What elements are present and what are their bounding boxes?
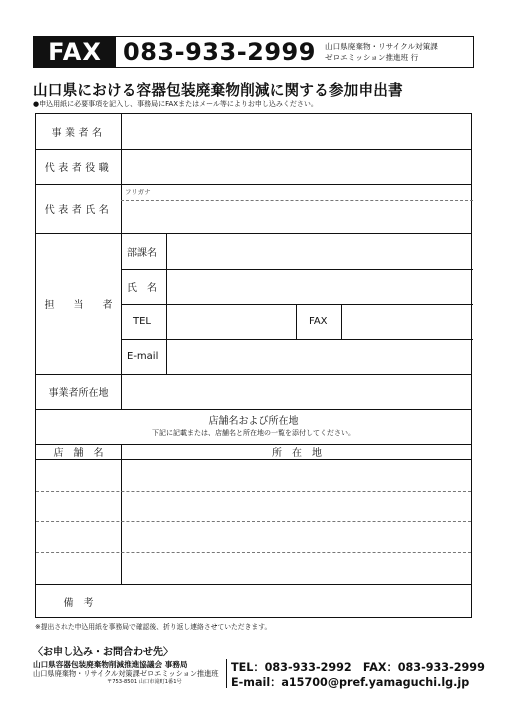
- recipient-dept-line1: 山口県廃棄物・リサイクル対策課: [325, 42, 438, 51]
- application-form: [35, 113, 472, 618]
- business-address-field[interactable]: [122, 375, 472, 408]
- organization-address: 〒753-8501 山口市滝町1番1号: [107, 679, 182, 685]
- tel-field[interactable]: [167, 305, 295, 338]
- email-field[interactable]: [167, 340, 472, 373]
- department-field[interactable]: [167, 234, 472, 268]
- representative-title-label: 代表者役職: [44, 163, 113, 174]
- organization-info: [33, 660, 223, 687]
- recipient-dept-line2: ゼロエミッション推進班 行: [325, 53, 419, 62]
- contact-tel-fax: TEL：083-933-2992 FAX：083-933-2999: [231, 661, 485, 674]
- stores-heading: 店舗名および所在地: [208, 416, 299, 427]
- remarks-field[interactable]: [122, 585, 472, 618]
- fax-label: FAX: [34, 37, 116, 67]
- contact-heading: 〈お申し込み・お問合わせ先〉: [33, 647, 173, 658]
- organization-dept: 山口県廃棄物・リサイクル対策課ゼロエミッション推進班: [33, 669, 219, 678]
- business-name-label: 事業者名: [51, 128, 106, 139]
- fax-number: 083-933-2999: [123, 38, 316, 66]
- business-address-label: 事業者所在地: [48, 388, 109, 399]
- representative-title-field[interactable]: [122, 150, 472, 183]
- fax-field-label: FAX: [309, 316, 328, 327]
- representative-name-label: 代表者氏名: [44, 205, 113, 216]
- page-title: 山口県における容器包装廃棄物削減に関する参加申出書: [33, 82, 403, 99]
- fax-field[interactable]: [342, 305, 472, 338]
- stores-list-area[interactable]: [37, 460, 473, 583]
- stores-subheading: 下記に記載または、店舗名と所在地の一覧を添付してください。: [152, 429, 355, 437]
- business-name-field[interactable]: [122, 115, 472, 148]
- recipient-dept: [323, 37, 473, 67]
- contact-person-label: 担当者: [44, 300, 132, 311]
- fax-header: [33, 36, 474, 68]
- person-name-field[interactable]: [167, 270, 472, 303]
- representative-name-field[interactable]: [122, 201, 472, 232]
- footer-divider: [226, 659, 227, 688]
- submission-remark: ※提出された申込用紙を事務局で確認後、折り返し連絡させていただきます。: [35, 623, 272, 631]
- organization-name: 山口県容器包装廃棄物削減推進協議会 事務局: [33, 660, 188, 669]
- store-address-header: 所 在 地: [272, 448, 322, 459]
- email-label: E-mail: [127, 351, 159, 362]
- instruction-note: ●申込用紙に必要事項を記入し、事務局にFAXまたはメール等によりお申し込みください。: [33, 100, 318, 108]
- contact-email[interactable]: E-mail：a15700@pref.yamaguchi.lg.jp: [231, 676, 470, 689]
- remarks-label: 備 考: [63, 598, 94, 609]
- tel-label: TEL: [133, 316, 151, 327]
- furigana-label: フリガナ: [125, 188, 151, 196]
- department-label: 部課名: [127, 247, 157, 259]
- store-name-header: 店 舗 名: [53, 448, 104, 459]
- person-name-label: 氏 名: [127, 283, 157, 294]
